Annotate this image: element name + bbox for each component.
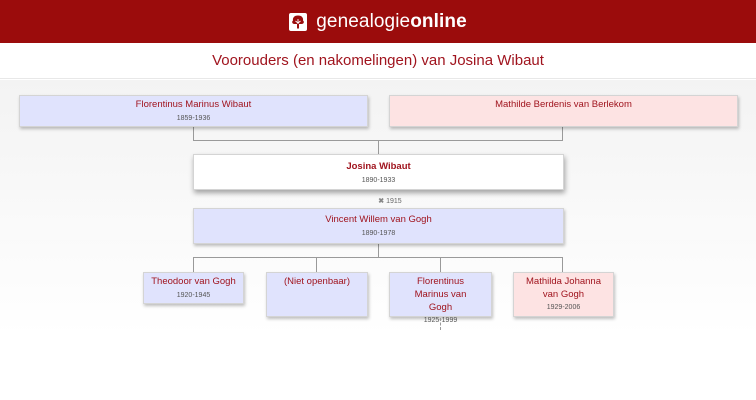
descendants-connector [440, 318, 441, 330]
marriage-icon: ✖ [378, 198, 385, 205]
person-subject[interactable] [193, 154, 564, 190]
connector-line [440, 257, 441, 272]
site-logo-link[interactable] [289, 11, 467, 33]
connector-line [378, 140, 379, 154]
person-name: Florentinus Marinus van Gogh [414, 276, 467, 313]
person-dates: 1925-1999 [423, 317, 458, 324]
connector-line [193, 257, 563, 258]
person-mother[interactable] [389, 95, 738, 127]
brand-name: genealogieonline [316, 10, 467, 32]
person-name: Vincent Willem van Gogh [325, 214, 432, 225]
person-dates: 1859-1936 [176, 115, 211, 122]
person-name: (Niet openbaar) [283, 276, 350, 287]
person-dates: 1929-2006 [546, 304, 581, 311]
person-child[interactable] [389, 272, 492, 324]
person-child[interactable] [266, 272, 368, 317]
person-spouse[interactable] [193, 208, 564, 244]
person-child[interactable] [513, 272, 614, 317]
person-dates: 1920-1945 [176, 292, 211, 299]
site-header [0, 0, 756, 43]
page-title: Voorouders (en nakomelingen) van Josina Wibaut [212, 52, 544, 69]
person-name: Theodoor van Gogh [151, 276, 236, 287]
connector-line [316, 257, 317, 272]
title-bar [0, 43, 756, 79]
connector-line [193, 257, 194, 272]
person-name: Mathilde Berdenis van Berlekom [495, 99, 632, 110]
family-tree-logo-icon [289, 13, 307, 31]
marriage-year: 1915 [386, 198, 402, 205]
person-name: Josina Wibaut [346, 161, 411, 172]
connector-line [562, 257, 563, 272]
person-name: Florentinus Marinus Wibaut [135, 99, 252, 110]
person-name: Mathilda Johanna van Gogh [526, 276, 601, 300]
person-child[interactable] [143, 272, 244, 304]
connector-line [378, 244, 379, 257]
connector-line [562, 127, 563, 140]
person-dates: 1890-1978 [361, 230, 396, 237]
connector-line [193, 127, 194, 140]
person-dates: 1890-1933 [361, 177, 396, 184]
person-father[interactable] [19, 95, 368, 127]
marriage-marker [350, 197, 430, 207]
